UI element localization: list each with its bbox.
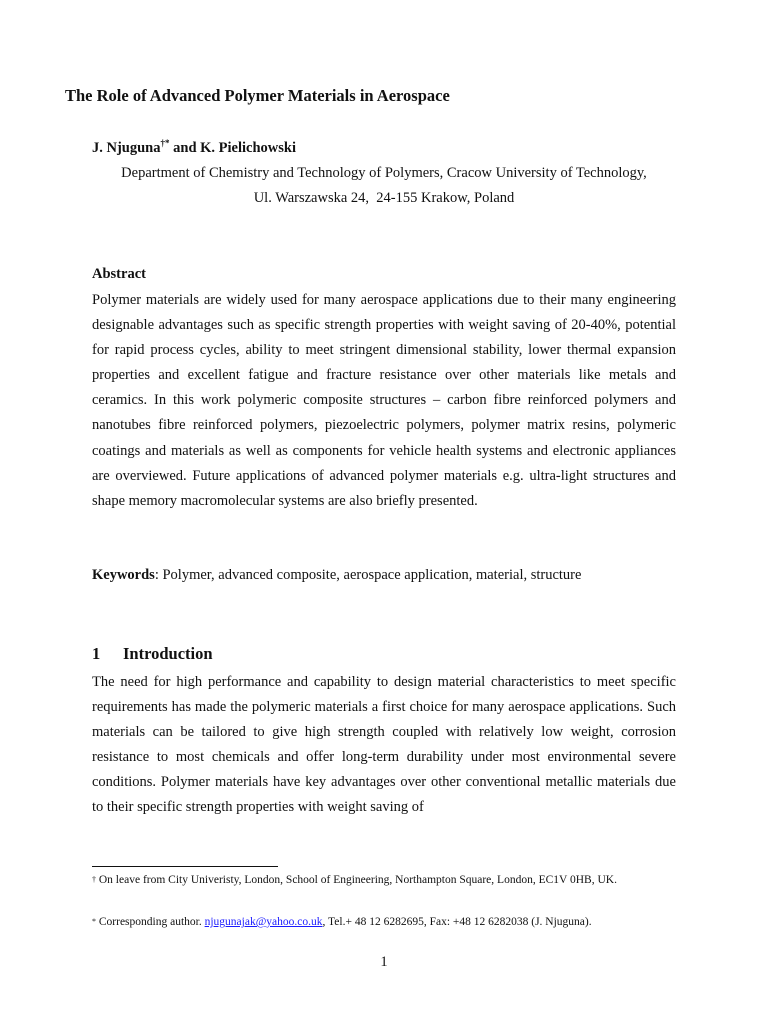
author-1: J. Njuguna xyxy=(92,140,161,156)
footnote-1-text: On leave from City Univeristy, London, School of Engineering, Northampton Square, London, EC1V 0HB, UK. xyxy=(96,874,617,886)
keywords-line xyxy=(92,567,581,584)
author-conjunction: and xyxy=(169,140,201,156)
footnote-1 xyxy=(92,870,676,891)
author-2: K. Pielichowski xyxy=(200,140,297,156)
footnote-1-mark: † xyxy=(92,875,96,884)
abstract-text: Polymer materials are widely used for many aerospace applications due to their many engineering designable advantages such as specific strength properties with weight saving of 20-40%, potential for rapid process cycles, ability to meet stringent dimensional stability, lower thermal expansion properties and excellent fatigue and fracture resistance over other materials like metals and ceramics. In this work polymeric composite structures – carbon fibre reinforced polymers and nanotubes fibre reinforced polymers, piezoelectric polymers, polymer matrix resins, polymeric coatings and materials as well as components for vehicle health systems and electronic appliances are overviewed. Future applications of advanced polymer materials e.g. ultra-light structures and shape memory macromolecular systems are also briefly presented. xyxy=(92,292,676,509)
footnote-2 xyxy=(92,912,676,933)
footnote-divider xyxy=(92,866,278,867)
abstract-heading: Abstract xyxy=(92,266,146,282)
affiliation-line-2: Ul. Warszawska 24, 24-155 Krakow, Poland xyxy=(253,190,515,206)
corresponding-email-link[interactable]: njugunajak@yahoo.co.uk xyxy=(204,916,323,928)
author-line xyxy=(92,140,296,157)
keywords-label: Keywords xyxy=(92,567,155,583)
author-1-marks: †* xyxy=(160,138,170,148)
section-title: Introduction xyxy=(123,644,213,663)
footnote-2-mark: * xyxy=(92,917,96,926)
paper-title: The Role of Advanced Polymer Materials in Aerospace xyxy=(65,86,450,105)
keywords-text: : Polymer, advanced composite, aerospace application, material, structure xyxy=(154,567,582,583)
affiliation-line-1: Department of Chemistry and Technology of Polymers, Cracow University of Technology, xyxy=(121,165,647,181)
introduction-text: The need for high performance and capability to design material characteristics to meet specific requirements has made the polymeric materials a first choice for many aerospace applications. Such materials can be tailored to give high strength coupled with relatively low weight, corrosion resistance to most chemicals and offer long-term durability under most environmental severe conditions. Polymer materials have key advantages over other conventional metallic materials due to their specific strength properties with weight saving of xyxy=(92,674,676,816)
page-number: 1 xyxy=(380,954,388,970)
section-heading-introduction xyxy=(92,644,213,664)
footnote-2-suffix: , Tel.+ 48 12 6282695, Fax: +48 12 6282038 (J. Njuguna). xyxy=(322,916,592,928)
section-number: 1 xyxy=(92,644,101,663)
footnote-2-prefix: Corresponding author. xyxy=(96,916,205,928)
